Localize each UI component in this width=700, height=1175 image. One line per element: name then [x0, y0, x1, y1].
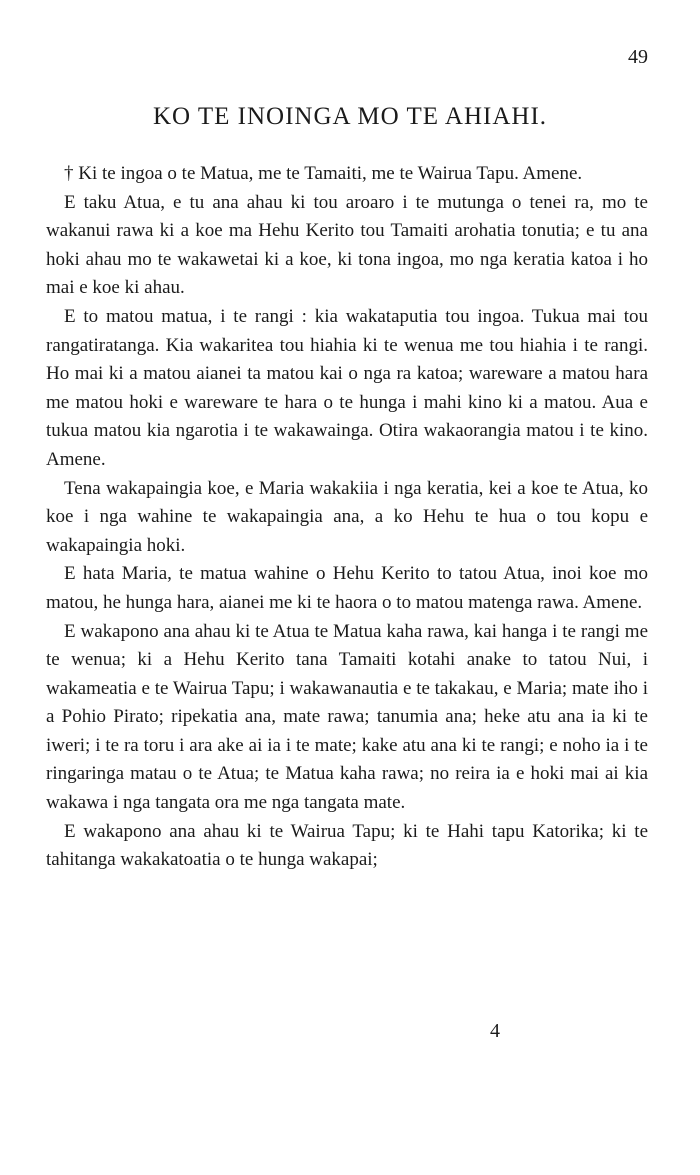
- page-body: [46, 160, 648, 875]
- page-number: 49: [628, 46, 648, 68]
- paragraph-hail-mary: Tena wakapaingia koe, e Maria wakakiia i nga keratia, kei a koe te Atua, ko koe i nga wahine te wakapaingia ana, a ko Hehu te hua o tou kopu e wakapaingia hoki.: [46, 477, 648, 556]
- paragraph-holy-mary: E hata Maria, te matua wahine o Hehu Kerito to tatou Atua, inoi koe mo matou, he hunga hara, aianei me ki te haora o to matou matenga rawa. Amene.: [46, 563, 648, 613]
- paragraph-opening-prayer: E taku Atua, e tu ana ahau ki tou aroaro i te mutunga o tenei ra, mo te wakanui rawa ki a koe ma Hehu Kerito tou Tamaiti arohatia tonutia; e tu ana hoki ahau mo te wakawetai ki a koe, ki tona ingoa, mo nga keratia katoa i ho mai e koe ki ahau.: [46, 191, 648, 299]
- paragraph-lords-prayer: E to matou matua, i te rangi : kia wakataputia tou ingoa. Tukua mai tou rangatiratanga. Kia wakaritea tou hiahia ki te wenua me tou hiahia i te rangi. Ho mai ki a matou aianei ta matou kai o nga ra katoa; wareware a matou hara me matou hoki e wareware te hara o te hunga i mahi kino ki a matou. Aua e tukua matou kia ngarotia i te wakawainga. Otira wakaorangia matou i te kino. Amene.: [46, 305, 648, 470]
- paragraph-sign-of-cross: † Ki te ingoa o te Matua, me te Tamaiti, me te Wairua Tapu. Amene.: [64, 163, 583, 184]
- signature-mark: 4: [490, 1020, 500, 1042]
- paragraph-creed: E wakapono ana ahau ki te Atua te Matua kaha rawa, kai hanga i te rangi me te wenua; ki a Hehu Kerito tana Tamaiti kotahi anake to tatou Nui, i wakameatia e te Wairua Tapu; i wakawanautia e te takakau, e Maria; mate iho i a Pohio Pirato; ripekatia ana, mate rawa; tanumia ana; heke atu ana ia ki te iweri; i te ra toru i ara ake ai ia i te mate; kake atu ana ki te rangi; e noho ia i te ringaringa matau o te Atua; te Matua kaha rawa; no reira ia e hoki mai ai kia wakawa i nga tangata ora me nga tangata mate.: [46, 620, 648, 814]
- paragraph-creed-continued: E wakapono ana ahau ki te Wairua Tapu; ki te Hahi tapu Katorika; ki te tahitanga wakakatoatia o te hunga wakapai;: [46, 820, 648, 871]
- page-title: KO TE INOINGA MO TE AHIAHI.: [152, 103, 548, 130]
